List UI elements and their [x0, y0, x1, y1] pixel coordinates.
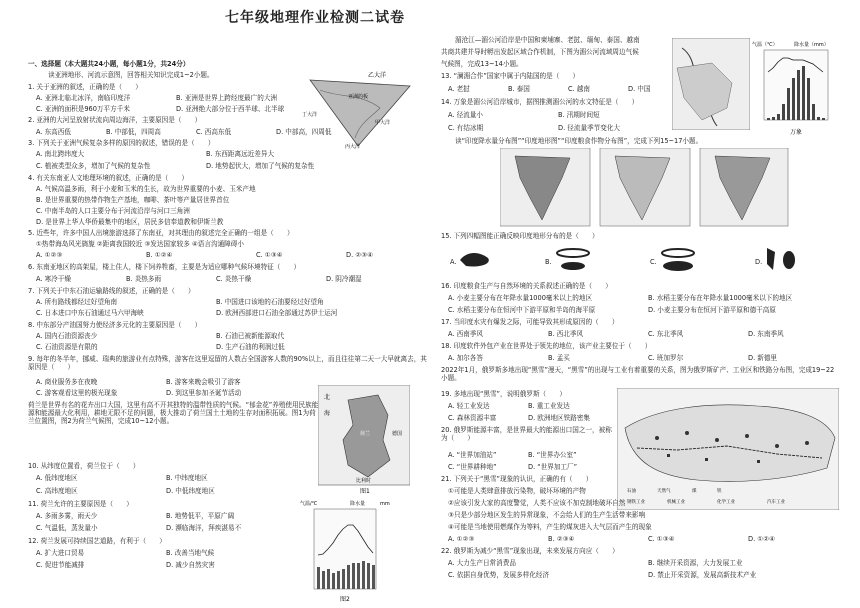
q8-stem: 8. 中东部分产油国努力使经济多元化的主要原因是（ ）	[28, 321, 202, 329]
q1-option-b[interactable]: B. 亚洲是世界上跨经度最广的大洲	[176, 94, 278, 102]
q6-stem: 6. 东南亚地区的高架屋，楼上住人，楼下饲养牲畜，主要是为适应哪种气候环境特征（ ）	[28, 263, 301, 271]
q9-option-a[interactable]: A. 商业服务多在夜晚	[36, 378, 98, 386]
legend-machinery: 机械工业	[667, 500, 685, 505]
q13-option-a[interactable]: A. 老挝	[448, 85, 470, 93]
q21-statement-1: ①可能是人类肆意排放污染物，破坏环境的产物	[448, 487, 586, 495]
q11-option-b[interactable]: B. 地势低平，平原广阔	[166, 512, 235, 520]
q13-option-d[interactable]: D. 中国	[628, 85, 651, 93]
map-label-germany: 德国	[392, 431, 403, 437]
q22-option-a[interactable]: A. 大力生产日常消费品	[448, 559, 516, 567]
q13-stem: 13. “澜湄合作”国家中属于内陆国的是（ ）	[441, 72, 580, 80]
climate-precip-unit: mm	[380, 501, 390, 507]
india-terrain-map	[600, 148, 690, 226]
q3-stem: 3. 下列关于亚洲气候复杂多样的原因的叙述，错误的是（ ）	[28, 139, 215, 147]
q3-option-a[interactable]: A. 南北跨纬度大	[36, 150, 85, 158]
q21-stem: 21. 下列关于“黑雪”现象的认识，正确的有（ ）	[441, 475, 593, 483]
q11-option-c[interactable]: C. 气温低，蒸发量小	[36, 524, 98, 532]
q4-option-c[interactable]: C. 中南半岛的人口主要分布于河流沿岸与河口三角洲	[36, 207, 190, 215]
q1-option-d[interactable]: D. 亚洲绝大部分位于西半球、北半球	[176, 105, 285, 113]
q17-option-a[interactable]: A. 西南季风	[448, 330, 483, 338]
q9-option-d[interactable]: D. 到这里参加圣诞节活动	[166, 389, 242, 397]
q4-option-a[interactable]: A. 气候高温多雨，利于小麦和玉米的生长，故为世界重要的小麦、玉米产地	[36, 185, 256, 193]
q18-option-d[interactable]: D. 新德里	[748, 354, 778, 362]
map-label-jia: 甲大洋	[375, 120, 391, 126]
map-label-sea: 海	[324, 410, 331, 417]
climate-temp-unit: 气温（℃）	[752, 42, 778, 48]
mekong-intro-1: 湄沧江—湄公河沿岸是中国和柬埔寨、老挝、缅甸、泰国、越南	[455, 36, 640, 44]
q6-option-a[interactable]: A. 寒冷干燥	[36, 275, 71, 283]
q10-option-d[interactable]: D. 中低纬度地区	[166, 487, 215, 495]
q5-statements: ①热带海岛风光旖旎 ②距离我国较近 ③发达国家较多 ④语言沟通障碍小	[36, 240, 244, 248]
mekong-intro-3: 气候图，完成13~14小题。	[441, 60, 523, 68]
q2-option-b[interactable]: B. 中部低，四周高	[106, 128, 161, 136]
q22-stem: 22. 俄罗斯为减少“黑雪”现象出现，未来发展方向应（ ）	[441, 547, 619, 555]
q7-option-b[interactable]: B. 中国进口该地的石油要经过好望角	[216, 298, 324, 306]
q12-option-d[interactable]: D. 减少自然灾害	[166, 561, 215, 569]
legend-coal: 煤	[692, 489, 697, 494]
q5-option-b[interactable]: B. ①②④	[146, 251, 173, 259]
q22-option-c[interactable]: C. 依据自身优势，发展多样化经济	[448, 571, 550, 579]
passage-russia: 2022年1月，俄罗斯多地出现“黑雪”漫天，“黑雪”的出现与工业有着重要的关系，图为俄罗斯矿产、工业区和铁路分布图，完成19~22小题。	[441, 366, 835, 383]
q21-option-c[interactable]: C. ①③④	[648, 535, 675, 543]
asia-map-figure	[300, 68, 415, 150]
q5-stem: 5. 近些年，许多中国人出境旅游选择了东南亚，对其理由的叙述完全正确的一组是（ ）	[28, 229, 294, 237]
q16-option-d[interactable]: D. 小麦主要分布在恒河下游平原和德干高原	[648, 306, 776, 314]
q17-stem: 17. 当印度水灾有爆发之际，可能导致其形成原因的（ ）	[441, 318, 619, 326]
q13-option-c[interactable]: C. 越南	[568, 85, 590, 93]
intro-text: 读亚洲地形、河流示意图，回答相关知识完成1~2小题。	[48, 71, 214, 79]
india-precipitation-map	[500, 148, 590, 226]
q18-option-a[interactable]: A. 加尔各答	[448, 354, 483, 362]
q5-option-c[interactable]: C. ①③④	[256, 251, 283, 259]
q2-option-d[interactable]: D. 中部高，四周低	[276, 128, 332, 136]
q8-option-d[interactable]: D. 生产石油的利润过低	[216, 343, 285, 351]
map-label-netherlands: 荷兰	[360, 431, 371, 437]
q11-option-d[interactable]: D. 濒临海洋，拜疾湛易不	[166, 524, 242, 532]
q17-option-c[interactable]: C. 东北季风	[648, 330, 684, 338]
q6-option-c[interactable]: C. 炎热干燥	[216, 275, 252, 283]
q21-statement-2: ②应该引发大家的高度警觉，人类不应该不加克制地破坏自然	[448, 499, 626, 507]
q9-stem: 9. 每年的冬半年，挪威、瑞典的旅游业有点特殊，游客在这里逗留的人数占全国游客人数的90%以上，而且往往第二天一大早就离去，其原因是（ ）	[28, 355, 427, 372]
q17-option-b[interactable]: B. 西北季风	[548, 330, 584, 338]
q6-option-d[interactable]: D. 阴冷潮湿	[326, 275, 362, 283]
q14-option-d[interactable]: D. 径流量季节变化大	[558, 124, 621, 132]
russia-territory	[625, 405, 835, 482]
terrain-shape-c[interactable]	[658, 246, 698, 274]
q19-option-a[interactable]: A. 轻工业发达	[448, 402, 490, 410]
q19-option-c[interactable]: C. 森林资源丰富	[448, 414, 497, 422]
q18-option-b[interactable]: B. 孟买	[548, 354, 570, 362]
q10-option-b[interactable]: B. 中纬度地区	[166, 474, 208, 482]
q10-option-c[interactable]: C. 高纬度地区	[36, 487, 78, 495]
map-label-bing: 丙大洋	[345, 144, 361, 150]
climate-city-label: 万象	[790, 129, 803, 136]
mekong-map-figure	[672, 38, 750, 130]
map-label-north: 北	[324, 394, 331, 401]
q14-option-b[interactable]: B. 汛期时间短	[558, 111, 600, 119]
q12-option-c[interactable]: C. 促进节能减排	[36, 561, 85, 569]
legend-gas: 天然气	[657, 489, 671, 494]
q17-option-d[interactable]: D. 东南季风	[748, 330, 784, 338]
q20-option-b[interactable]: B. “世界办公室”	[528, 451, 577, 459]
fig2-caption: 图2	[340, 596, 350, 603]
q18-stem: 18. 印度软件外包产业在世界处于领先的地位，该产业主要位于（ ）	[441, 342, 652, 350]
q8-option-b[interactable]: B. 石油已被新能源取代	[216, 332, 285, 340]
q7-stem: 7. 下列关于中东石油运输路线的叙述，正确的是（ ）	[28, 287, 195, 295]
q5-option-d[interactable]: D. ②③④	[346, 251, 374, 259]
fig1-caption: 图1	[360, 488, 370, 495]
q4-stem: 4. 有关东南亚人文地理环境的叙述，正确的是（ ）	[28, 174, 189, 182]
q21-option-a[interactable]: A. ①②③	[448, 535, 475, 543]
q20-option-a[interactable]: A. “世界加油站”	[448, 451, 497, 459]
q16-option-c[interactable]: C. 水稻主要分布在恒河中下游平原和半岛的海平原	[448, 306, 596, 314]
legend-iron: 铁	[717, 489, 722, 494]
q10-stem: 10. 从纬度位置看，荷兰位于（ ）	[28, 462, 140, 470]
terrain-shape-a[interactable]	[458, 248, 498, 272]
legend-auto: 汽车工业	[767, 500, 785, 505]
map-label-belgium: 比利时	[356, 478, 372, 484]
q9-option-b[interactable]: B. 游客来晚会吸引了游客	[166, 378, 241, 386]
q4-option-d[interactable]: D. 是世界上华人华侨最集中的地区，居民多信奉道教和伊斯兰教	[36, 218, 224, 226]
q21-statement-4: ④可能是当地使用燃煤作为等料，产生的煤灰进入大气层而产生的现象	[448, 523, 652, 531]
map-label-yi: 乙大洋	[368, 72, 387, 79]
india-maps-figure	[500, 148, 790, 228]
legend-oil: 石油	[627, 489, 636, 494]
q22-option-d[interactable]: D. 禁止开采资源，发展高新技术产业	[648, 571, 757, 579]
q22-option-b[interactable]: B. 继续开采资源，大力发展工业	[648, 559, 743, 567]
q3-option-d[interactable]: D. 地势起伏大，增加了气候的复杂性	[206, 162, 315, 170]
q12-stem: 12. 荷兰发展可持续国艺道路，有利于（ ）	[28, 537, 166, 545]
q15-option-b[interactable]: B.	[545, 258, 552, 266]
q19-option-b[interactable]: B. 重工业发达	[528, 402, 570, 410]
q2-stem: 2. 亚洲的大河呈放射状流向周边海洋，主要原因是（ ）	[28, 116, 202, 124]
terrain-shape-b[interactable]	[553, 246, 593, 274]
netherlands-climate-figure	[300, 497, 395, 605]
q14-option-a[interactable]: A. 径流量小	[448, 111, 483, 119]
q21-option-d[interactable]: D. ①②④	[748, 535, 776, 543]
q12-option-a[interactable]: A. 扩大进口贸易	[36, 549, 85, 557]
q8-option-a[interactable]: A. 国内石油资源丧少	[36, 332, 98, 340]
q11-stem: 11. 荷兰允许的主要原因是（ ）	[28, 500, 133, 508]
q13-option-b[interactable]: B. 泰国	[508, 85, 530, 93]
q16-option-b[interactable]: B. 水稻主要分布在年降水量1000毫米以下的地区	[648, 294, 793, 302]
passage-netherlands: 荷兰是世界有名的花卉出口大国，这里有高不开其独特的温带性质的气候。“郁金花”养殖使用民族能源和能源最大化利用，耕地无限不足的问题，极大推动了荷兰国土土地的生存对面积拓展。图1为荷兰位置图，图2为荷兰气候图，完成10~12小题。	[28, 401, 319, 426]
section-heading: 一、选择题（本大题共24小题，每小题1分，共24分）	[28, 60, 190, 68]
q1-option-a[interactable]: A. 亚洲北临北冰洋，南临印度洋	[36, 94, 131, 102]
russia-map-figure	[617, 388, 839, 510]
q4-option-b[interactable]: B. 是世界重要的热带作物生产基地，咖啡、茶叶等产量居世界首位	[36, 196, 230, 204]
india-crop-map	[700, 148, 788, 226]
legend-steel: 钢铁工业	[627, 500, 645, 505]
exam-title: 七年级地理作业检测二试卷	[225, 10, 405, 26]
q19-stem: 19. 多地出现“黑雪”，说明俄罗斯（ ）	[441, 390, 566, 398]
climate-temp-label: 气温/℃	[300, 501, 318, 507]
q1-stem: 1. 关于亚洲的叙述，正确的是（ ）	[28, 83, 142, 91]
q2-option-a[interactable]: A. 东高西低	[36, 128, 71, 136]
q16-option-a[interactable]: A. 小麦主要分布在年降水量1000毫米以上的地区	[448, 294, 593, 302]
q2-option-c[interactable]: C. 西高东低	[196, 128, 232, 136]
q18-option-c[interactable]: C. 班加罗尔	[648, 354, 684, 362]
vientiane-climate-chart	[752, 38, 840, 138]
netherlands-map-figure	[318, 385, 410, 495]
q7-option-c[interactable]: C. 日本进口中东石油通过马六甲海峡	[36, 309, 144, 317]
q5-option-a[interactable]: A. ①②③	[36, 251, 63, 259]
q1-option-c[interactable]: C. 亚洲的面积是960万平方千米	[36, 105, 130, 113]
q10-option-a[interactable]: A. 低纬度地区	[36, 474, 78, 482]
q6-option-b[interactable]: B. 炎热多雨	[126, 275, 162, 283]
q15-stem: 15. 下列四幅图能正确反映印度地形分布的是（ ）	[441, 232, 599, 240]
q21-statement-3: ③只是少部分地区发生的异常现象，不会给人们的生产生活带来影响	[448, 511, 646, 519]
q20-option-c[interactable]: C. “世界耕种地”	[448, 463, 497, 471]
q15-option-d[interactable]: D.	[755, 258, 763, 266]
climate-precip-label: 降水量	[350, 501, 366, 507]
q3-option-b[interactable]: B. 东西距离远近差异大	[206, 150, 275, 158]
q11-option-a[interactable]: A. 多雨多雾，雨天少	[36, 512, 98, 520]
mekong-intro-2: 共商共建并导时孵出发起区域合作机制，下图为湄公河流域周边气候	[441, 48, 639, 56]
map-label-ding: 丁大洋	[302, 112, 318, 118]
q16-stem: 16. 印度粮食生产与自然环境的关系叙述正确的是（ ）	[441, 282, 612, 290]
legend-chemical: 化学工业	[717, 500, 735, 505]
q9-option-c[interactable]: C. 游客观看这里的极光现象	[36, 389, 118, 397]
terrain-shape-d[interactable]	[763, 244, 823, 274]
q8-option-c[interactable]: C. 石油资源是有限的	[36, 343, 98, 351]
q14-stem: 14. 万象是湄公河沿岸城市，据图推测湄公河的水文特征是（ ）	[441, 98, 639, 106]
q21-option-b[interactable]: B. ②③④	[548, 535, 575, 543]
q12-option-b[interactable]: B. 改善当地气候	[166, 549, 215, 557]
q14-option-c[interactable]: C. 有结冰期	[448, 124, 484, 132]
q7-option-a[interactable]: A. 所有路线都经过好望角南	[36, 298, 118, 306]
q3-option-c[interactable]: C. 植被类型众多，增加了气候的复杂性	[36, 162, 151, 170]
q15-option-a[interactable]: A.	[450, 258, 457, 266]
q20-option-d[interactable]: D. “世界加工厂”	[528, 463, 578, 471]
q15-option-c[interactable]: C.	[650, 258, 657, 266]
climate-plot-frame	[764, 50, 828, 120]
q19-option-d[interactable]: D. 欧洲地区铁路密集	[528, 414, 591, 422]
q15-17-intro: 读“印度降水量分布图”“印度地形图”“印度粮食作物分布图”，完成下列15~17小题。	[455, 137, 703, 145]
climate-precip-unit: 降水量（mm）	[794, 42, 829, 48]
q20-stem: 20. 俄罗斯能源丰富，是世界最大的能源出口国之一，被称为（ ）	[441, 426, 612, 443]
q7-option-d[interactable]: D. 欧洲西部进口石油全部通过苏伊士运河	[216, 309, 338, 317]
map-label-asia: 亚洲的板	[348, 94, 369, 100]
